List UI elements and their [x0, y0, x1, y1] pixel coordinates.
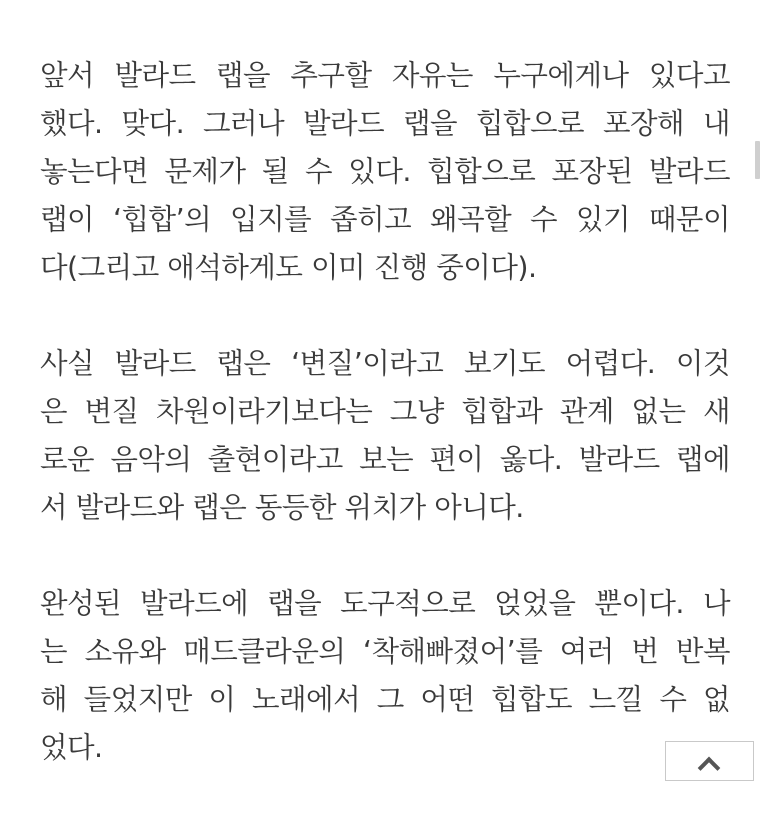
paragraph-2 [40, 340, 730, 532]
scroll-to-top-button[interactable] [665, 741, 754, 781]
text-line: 해 들었지만 이 노래에서 그 어떤 힙합도 느낄 수 없 [40, 683, 730, 716]
scrollbar-thumb[interactable] [755, 141, 760, 179]
text-line: 는 소유와 매드클라운의 ‘착해빠졌어’를 여러 번 반복 [40, 635, 730, 668]
text-line: 했다. 맞다. 그러나 발라드 랩을 힙합으로 포장해 내 [40, 107, 730, 140]
chevron-up-icon [698, 757, 721, 780]
text-line: 로운 음악의 출현이라고 보는 편이 옳다. 발라드 랩에 [40, 443, 730, 476]
text-line: 완성된 발라드에 랩을 도구적으로 얹었을 뿐이다. 나 [40, 587, 730, 620]
text-line: 었다. [40, 731, 103, 764]
text-line: 은 변질 차원이라기보다는 그냥 힙합과 관계 없는 새 [40, 395, 730, 428]
paragraph-3 [40, 580, 730, 772]
text-line: 앞서 발라드 랩을 추구할 자유는 누구에게나 있다고 [40, 59, 730, 92]
text-line: 서 발라드와 랩은 동등한 위치가 아니다. [40, 491, 524, 524]
text-line: 사실 발라드 랩은 ‘변질’이라고 보기도 어렵다. 이것 [40, 347, 730, 380]
text-line: 랩이 ‘힙합’의 입지를 좁히고 왜곡할 수 있기 때문이 [40, 203, 730, 236]
text-line: 놓는다면 문제가 될 수 있다. 힙합으로 포장된 발라드 [40, 155, 730, 188]
paragraph-1 [40, 52, 730, 292]
text-line: 다(그리고 애석하게도 이미 진행 중이다). [40, 251, 537, 284]
article-body [40, 52, 730, 820]
